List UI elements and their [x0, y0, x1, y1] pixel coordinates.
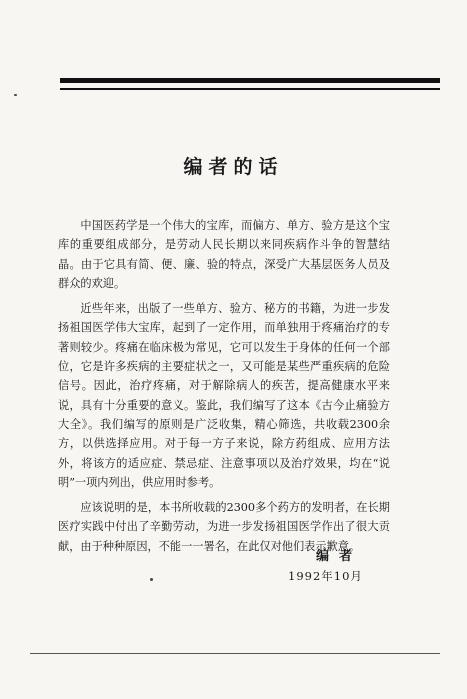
paragraph-2: 近些年来，出版了一些单方、验方、秘方的书籍，为进一步发扬祖国医学伟大宝库，起到了一定作用，而单独用于疼痛治疗的专著则较少。疼痛在临床极为常见，它可以发生于身体的任何一个部位，它是许多疾病的主要症状之一，又可能是某些严重疾病的危险信号。因此，治疗疼痛，对于解除病人的疾苦，提高健康水平来说，具有十分重要的意义。鉴此，我们编写了这本《古今止痛验方大全》。我们编写的原则是广泛收集，精心筛选，共收载2300余方，以供选择应用。对于每一方子来说，除方药组成、应用方法外，将该方的适应症、禁忌症、注意事项以及治疗效果，均在“说明”一项内列出，供应用时参考。: [58, 302, 390, 489]
scan-speck: [150, 578, 153, 581]
signature-date: 1992年10月: [288, 569, 363, 583]
top-rule-thick: [60, 78, 440, 83]
bottom-rule: [30, 653, 440, 654]
top-rule-thin: [60, 88, 440, 90]
scan-speck: [14, 94, 17, 96]
signature-author: 编者: [316, 549, 363, 564]
paragraph-1: 中国医药学是一个伟大的宝库，而偏方、单方、验方是这个宝库的重要组成部分，是劳动人民长期以来同疾病作斗争的智慧结晶。由于它具有简、便、廉、验的特点，深受广大基层医务人员及群众的欢迎。: [58, 219, 390, 290]
preface-body: [58, 216, 390, 562]
paragraph-3: 应该说明的是，本书所收载的2300多个药方的发明者，在长期医疗实践中付出了辛勤劳动，为进一步发扬祖国医学作出了很大贡献，由于种种原因，不能一一署名，在此仅对他们表示歉意。: [58, 501, 390, 553]
page-title: 编者的话: [183, 156, 284, 178]
